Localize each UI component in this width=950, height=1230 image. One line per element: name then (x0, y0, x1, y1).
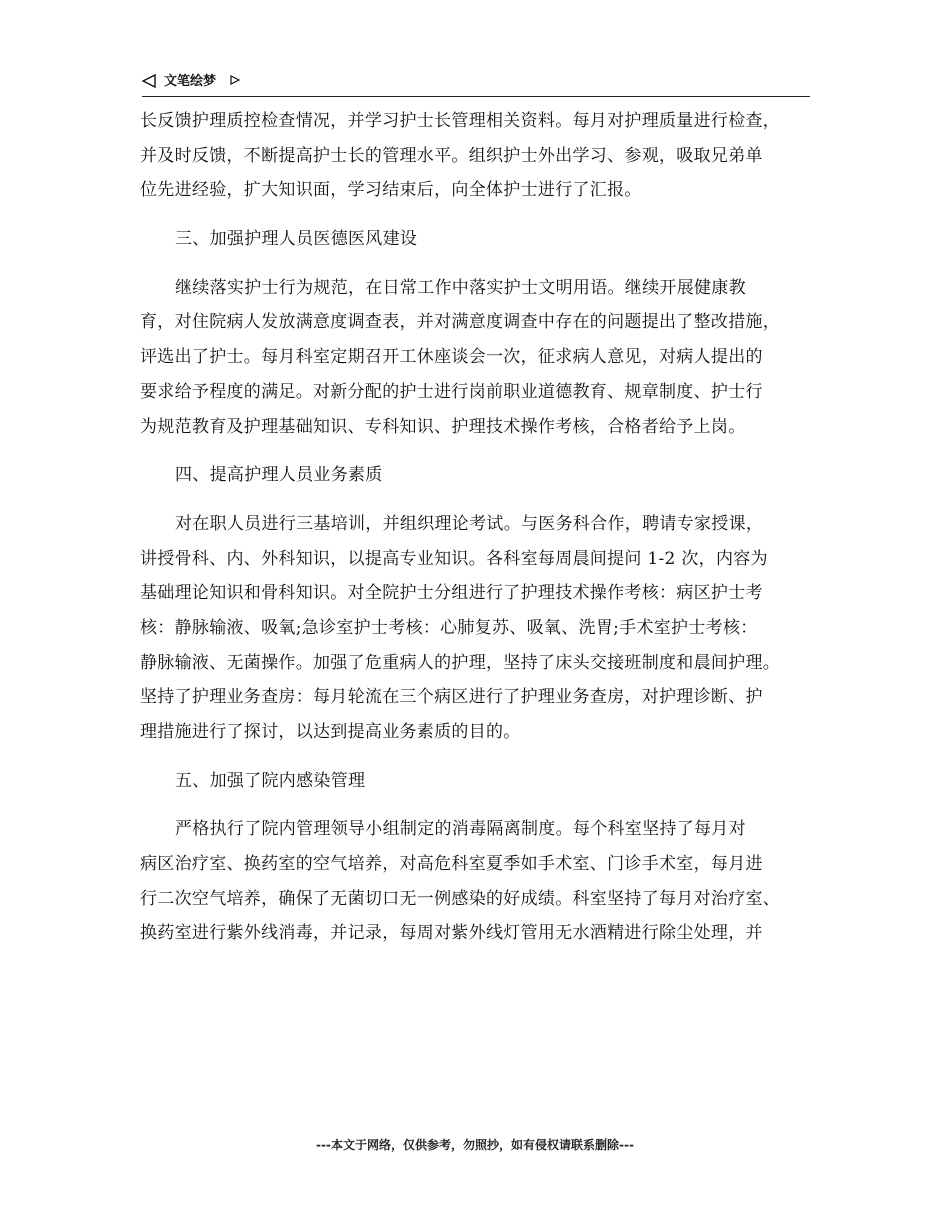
text-line: 静脉输液、无菌操作。加强了危重病人的护理，坚持了床头交接班制度和晨间护理。 (140, 652, 781, 673)
text-line: 行二次空气培养，确保了无菌切口无一例感染的好成绩。科室坚持了每月对治疗室、 (140, 888, 781, 909)
text-line: 为规范教育及护理基础知识、专科知识、护理技术操作考核，合格者给予上岗。 (140, 416, 746, 437)
page-footer: ---本文于网络，仅供参考，勿照抄，如有侵权请联系删除--- (316, 1138, 634, 1152)
paragraph (140, 271, 812, 444)
triangle-left-icon (142, 74, 156, 88)
text-line: 并及时反馈，不断提高护士长的管理水平。组织护士外出学习、参观，吸取兄弟单 (140, 145, 763, 166)
page-header (142, 70, 810, 97)
brand-title: 文笔绘梦 (164, 74, 217, 89)
text-line: 基础理论知识和骨科知识。对全院护士分组进行了护理技术操作考核：病区护士考 (140, 583, 763, 604)
section-heading: 三、加强护理人员医德医风建设 (175, 229, 418, 250)
section-heading: 五、加强了院内感染管理 (175, 770, 366, 791)
text-line: 育，对住院病人发放满意度调查表，并对满意度调查中存在的问题提出了整改措施， (140, 312, 781, 333)
text-line: 病区治疗室、换药室的空气培养，对高危科室夏季如手术室、门诊手术室，每月进 (140, 854, 763, 875)
text-line: 评选出了护士。每月科室定期召开工休座谈会一次，征求病人意见，对病人提出的 (140, 347, 763, 368)
text-line: 长反馈护理质控检查情况，并学习护士长管理相关资料。每月对护理质量进行检查， (140, 111, 781, 131)
text-line: 理措施进行了探讨，以达到提高业务素质的目的。 (140, 722, 521, 742)
text-line: 换药室进行紫外线消毒，并记录，每周对紫外线灯管用无水酒精进行除尘处理，并 (140, 923, 763, 944)
paragraph (140, 812, 812, 951)
text-line: 对在职人员进行三基培训，并组织理论考试。与医务科合作，聘请专家授课， (175, 513, 764, 534)
text-line: 继续落实护士行为规范，在日常工作中落实护士文明用语。继续开展健康教 (175, 277, 746, 298)
triangle-right-icon (230, 75, 240, 85)
text-line: 要求给予程度的满足。对新分配的护士进行岗前职业道德教育、规章制度、护士行 (140, 381, 763, 402)
paragraph (140, 507, 812, 750)
text-line: 坚持了护理业务查房：每月轮流在三个病区进行了护理业务查房，对护理诊断、护 (140, 687, 763, 708)
text-line: 位先进经验，扩大知识面，学习结束后，向全体护士进行了汇报。 (140, 180, 642, 201)
text-line: 讲授骨科、内、外科知识，以提高专业知识。各科室每周晨间提问 1-2 次，内容为 (140, 548, 768, 569)
text-line: 严格执行了院内管理领导小组制定的消毒隔离制度。每个科室坚持了每月对 (175, 819, 746, 840)
document-body (140, 104, 812, 951)
section-heading: 四、提高护理人员业务素质 (175, 465, 383, 486)
text-line: 核：静脉输液、吸氧;急诊室护士考核：心肺复苏、吸氧、洗胃;手术室护士考核： (140, 617, 758, 638)
paragraph (140, 104, 812, 208)
